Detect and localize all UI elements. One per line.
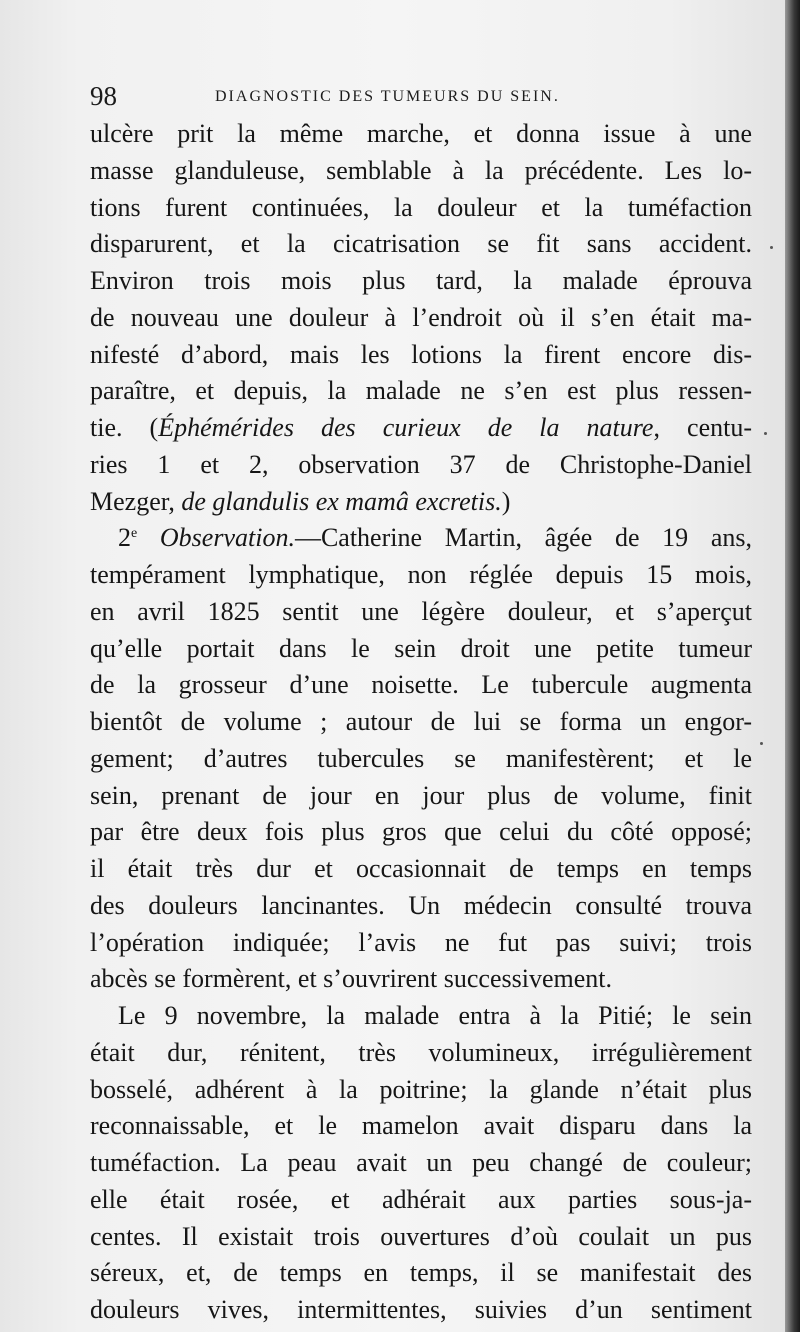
- paragraph-start-line: Le 9 novembre, la malade entra à la Pitié; le sein: [118, 1001, 752, 1030]
- text-line: ries 1 et 2, observation 37 de Christophe-Daniel: [90, 449, 752, 479]
- text-line: sein, prenant de jour en jour plus de volume, finit: [90, 780, 752, 810]
- text-line: masse glanduleuse, semblable à la précédente. Les lo-: [90, 155, 752, 185]
- text-line: ulcère prit la même marche, et donna issue à une: [90, 119, 752, 148]
- text-line: Environ trois mois plus tard, la malade éprouva: [90, 266, 752, 295]
- text-line-citation-end: [90, 484, 752, 521]
- text-line: de la grosseur d’une noisette. Le tubercule augmenta: [90, 670, 752, 700]
- paper-speck: [764, 432, 767, 435]
- text-line: qu’elle portait dans le sein droit une petite tumeur: [90, 633, 752, 663]
- running-head: [90, 80, 740, 112]
- running-title: DIAGNOSTIC DES TUMEURS DU SEIN.: [215, 88, 560, 105]
- paper-speck: [760, 742, 763, 745]
- text-line: nifesté d’abord, mais les lotions la firent encore dis-: [90, 339, 752, 369]
- citation-rest: , centu-: [653, 413, 752, 442]
- text-line: tuméfaction. La peau avait un peu changé de couleur;: [90, 1148, 752, 1177]
- text-line: douleurs vives, intermittentes, suivies d’un sentiment: [90, 1295, 752, 1324]
- text-line: centes. Il existait trois ouvertures d’où coulait un pus: [90, 1221, 752, 1251]
- text-line: séreux, et, de temps en temps, il se manifestait des: [90, 1258, 752, 1288]
- citation-author: Mezger,: [90, 486, 182, 516]
- text-line: des douleurs lancinantes. Un médecin consulté trouva: [90, 890, 752, 920]
- text-line: abcès se formèrent, et s’ouvrirent successivement.: [90, 964, 612, 994]
- citation-close: ): [501, 486, 511, 516]
- text-line: tions furent continuées, la douleur et la tuméfaction: [90, 192, 752, 222]
- text-line: bientôt de volume ; autour de lui se forma un engor-: [90, 707, 752, 736]
- text-line-citation: [90, 410, 752, 447]
- paper-speck: [770, 246, 773, 249]
- text-line: bosselé, adhérent à la poitrine; la glande n’était plus: [90, 1074, 752, 1104]
- text-line: tempérament lymphatique, non réglée depuis 15 mois,: [90, 560, 752, 589]
- observation-number: 2: [118, 523, 131, 553]
- text-line: gement; d’autres tubercules se manifestèrent; et le: [90, 743, 752, 773]
- observation-ordinal: e: [131, 526, 138, 542]
- observation-title: Observation.: [159, 523, 295, 553]
- text-line: l’opération indiquée; l’avis ne fut pas suivi; trois: [90, 927, 752, 957]
- text-line: disparurent, et la cicatrisation se fit sans accident.: [90, 229, 752, 259]
- citation-title: Éphémérides des curieux de la nature: [158, 413, 654, 442]
- body-text: [90, 116, 752, 1329]
- citation-open: tie. (: [90, 413, 159, 442]
- observation-intro: —Catherine Martin, âgée de 19 ans,: [294, 523, 752, 553]
- text-line: par être deux fois plus gros que celui du côté opposé;: [90, 817, 752, 847]
- text-line: elle était rosée, et adhérait aux parties sous-ja-: [90, 1184, 752, 1214]
- text-line: en avril 1825 sentit une légère douleur, et s’aperçut: [90, 596, 752, 626]
- text-line: paraître, et depuis, la malade ne s’en est plus ressen-: [90, 376, 752, 406]
- text-line: il était très dur et occasionnait de temps en temps: [90, 854, 752, 883]
- citation-work: de glandulis ex mamâ excretis.: [181, 486, 502, 516]
- page-number: 98: [90, 81, 117, 111]
- text-line: reconnaissable, et le mamelon avait disparu dans la: [90, 1111, 752, 1141]
- text-line: de nouveau une douleur à l’endroit où il s’en était ma-: [90, 302, 752, 332]
- page-edge-shadow: [785, 0, 800, 1332]
- observation-heading-line: [90, 520, 752, 557]
- text-line: était dur, rénitent, très volumineux, irrégulièrement: [90, 1037, 752, 1067]
